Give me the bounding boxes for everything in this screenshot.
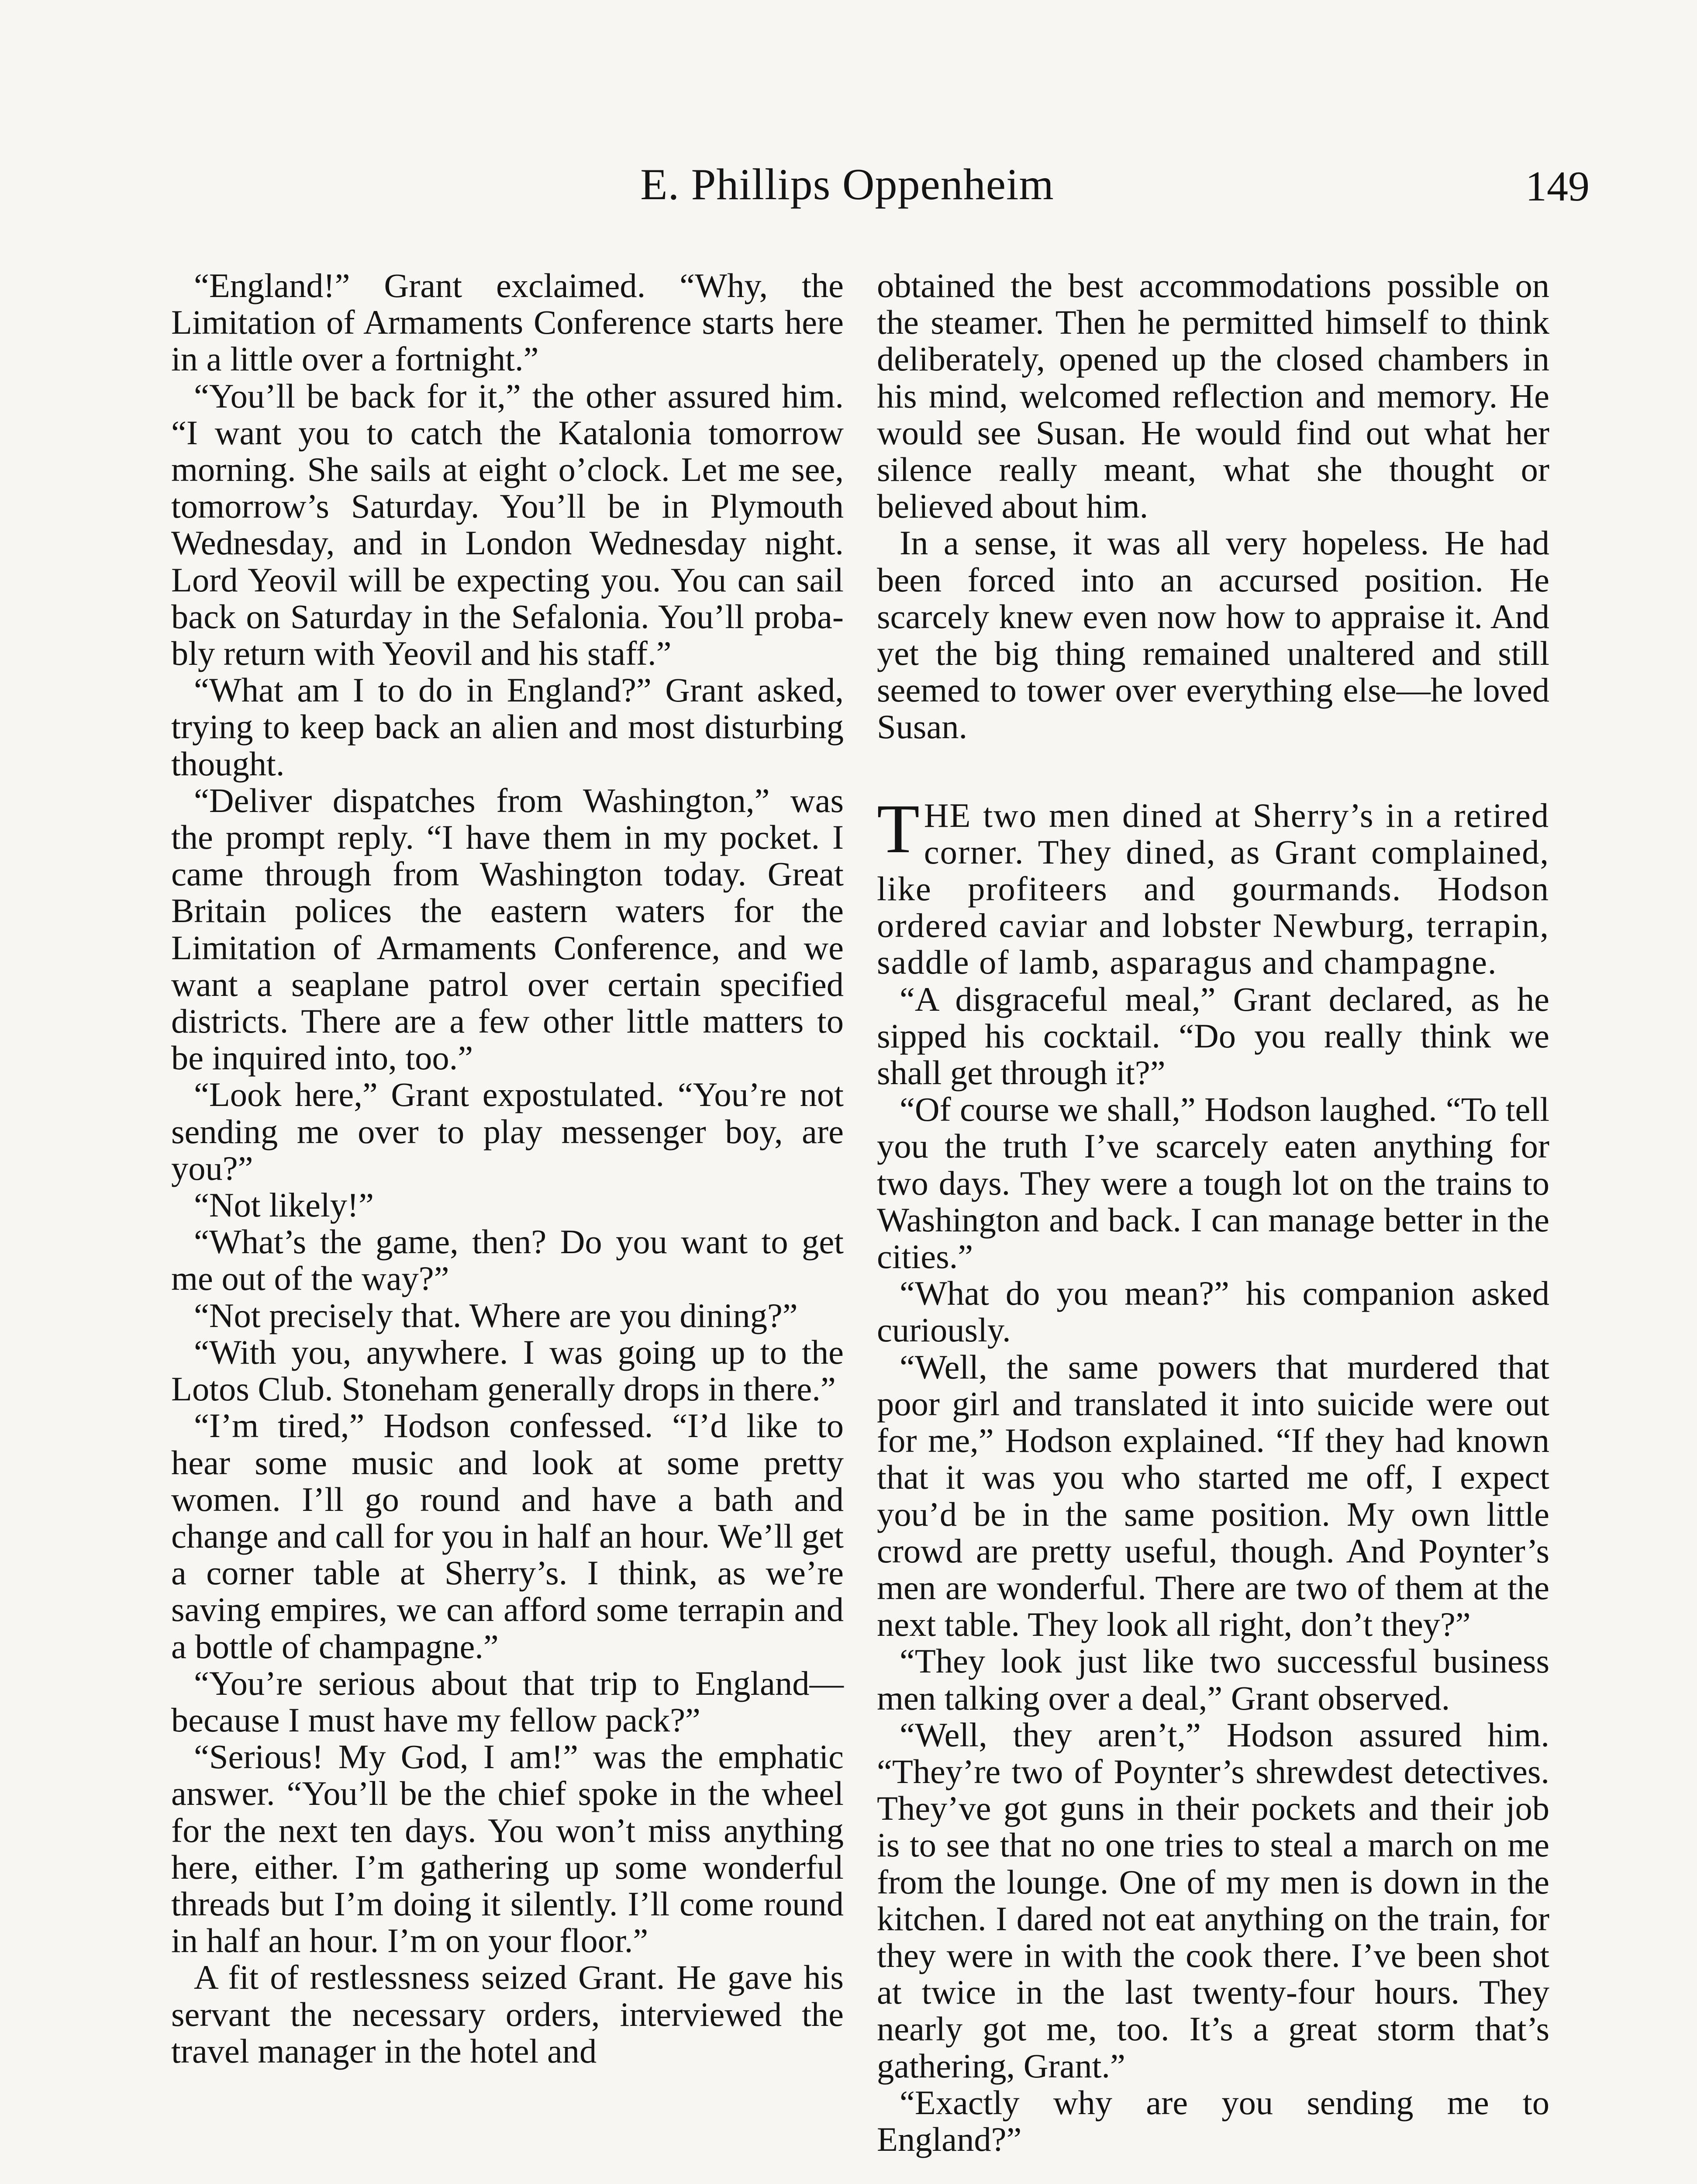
paragraph: “Of course we shall,” Hodson laughed. “To tell you the truth I’ve scarcely eaten anything for two days. They were a tough lot on the trains to Washington and back. I can manage better in the cities.” [877, 1090, 1549, 1276]
paragraph: “England!” Grant exclaimed. “Why, the Limitation of Armaments Conference starts here in a little over a fortnight.” [171, 266, 844, 378]
section-opening-text: HE two men dined at Sherry’s in a retired corner. They dined, as Grant complained, like profiteers and gourmands. Hodson ordered caviar and lobster Newburg, terrapin, saddle of lamb, asparagus and champagne. [877, 796, 1549, 981]
paragraph: “Well, the same powers that murdered that poor girl and translated it into suicide were out for me,” Hodson explained. “If they had known that it was you who started me off, I expect you’d be in the same position. My own little crowd are pretty useful, though. And Poynter’s men are wonderful. There are two of them at the next table. They look all right, don’t they?” [877, 1348, 1549, 1644]
paragraph: “Not likely!” [194, 1186, 374, 1224]
paragraph: “They look just like two successful business men talking over a deal,” Grant observed. [877, 1642, 1549, 1717]
paragraph: “You’ll be back for it,” the other assured him. “I want you to catch the Katalonia tomorrow morning. She sails at eight o’clock. Let me see, tomorrow’s Saturday. You’ll be in Plymouth Wednesday, and in London Wednesday night. Lord Yeovil will be expecting you. You can sail back on Saturday in the Sefalonia. You’ll probably return with Yeovil and his staff.” [171, 377, 844, 673]
left-column [171, 267, 844, 2070]
section-opening-paragraph [877, 789, 1549, 981]
paragraph-continued: obtained the best accommodations possible on the steamer. Then he permitted himself to think deliberately, opened up the closed chambers in his mind, welcomed reflection and memory. He would see Susan. He would find out what her silence really meant, what she thought or believed about him. [877, 266, 1549, 525]
paragraph: “Well, they aren’t,” Hodson assured him. “They’re two of Poynter’s shrewdest detectives. They’ve got guns in their pockets and their job is to see that no one tries to steal a march on me from the lounge. One of my men is down in the kitchen. I dared not eat anything on the train, for they were in with the cook there. I’ve been shot at twice in the last twenty-four hours. They nearly got me, too. It’s a great storm that’s gathering, Grant.” [877, 1715, 1549, 2085]
paragraph: “You’re serious about that trip to England—because I must have my fellow pack?” [171, 1664, 844, 1739]
paragraph: “Exactly why are you sending me to England?” [877, 2083, 1549, 2158]
paragraph: “A disgraceful meal,” Grant declared, as he sipped his cocktail. “Do you really think we shall get through it?” [877, 980, 1549, 1092]
paragraph: “I’m tired,” Hodson confessed. “I’d like to hear some music and look at some pretty women. I’ll go round and have a bath and change and call for you in half an hour. We’ll get a corner table at Sherry’s. I think, as we’re saving empires, we can afford some terrapin and a bottle of champagne.” [171, 1406, 844, 1666]
right-column [877, 267, 1549, 2158]
paragraph: “What do you mean?” his companion asked curiously. [877, 1274, 1549, 1349]
paragraph: “Deliver dispatches from Washington,” was the prompt reply. “I have them in my pocket. I came through from Washington today. Great Britain polices the eastern waters for the Limitation of Armaments Conference, and we want a seaplane patrol over certain specified districts. There are a few other little matters to be inquired into, too.” [171, 781, 844, 1077]
paragraph: In a sense, it was all very hopeless. He had been forced into an accursed position. He scarcely knew even now how to appraise it. And yet the big thing remained unaltered and still seemed to tower over everything else—he loved Susan. [877, 524, 1549, 746]
paragraph: “Not precisely that. Where are you dining?” [194, 1296, 798, 1334]
paragraph: “Serious! My God, I am!” was the emphatic answer. “You’ll be the chief spoke in the wheel for the next ten days. You won’t miss anything here, either. I’m gathering up some wonderful threads but I’m doing it silently. I’ll come round in half an hour. I’m on your floor.” [171, 1738, 844, 1960]
page-number: 149 [1525, 163, 1590, 210]
paragraph: “With you, anywhere. I was going up to the Lotos Club. Stoneham generally drops in there.” [171, 1333, 844, 1408]
paragraph: A fit of restlessness seized Grant. He gave his servant the necessary orders, interviewed the travel manager in the hotel and [171, 1958, 844, 2070]
paragraph: “Look here,” Grant expostulated. “You’re not sending me over to play messenger boy, are you?” [171, 1075, 844, 1187]
drop-cap: T [877, 789, 920, 867]
paragraph: “What am I to do in England?” Grant asked, trying to keep back an alien and most disturbing thought. [171, 671, 844, 783]
running-head-author: E. Phillips Oppenheim [640, 160, 1054, 209]
paragraph: “What’s the game, then? Do you want to get me out of the way?” [171, 1223, 844, 1298]
